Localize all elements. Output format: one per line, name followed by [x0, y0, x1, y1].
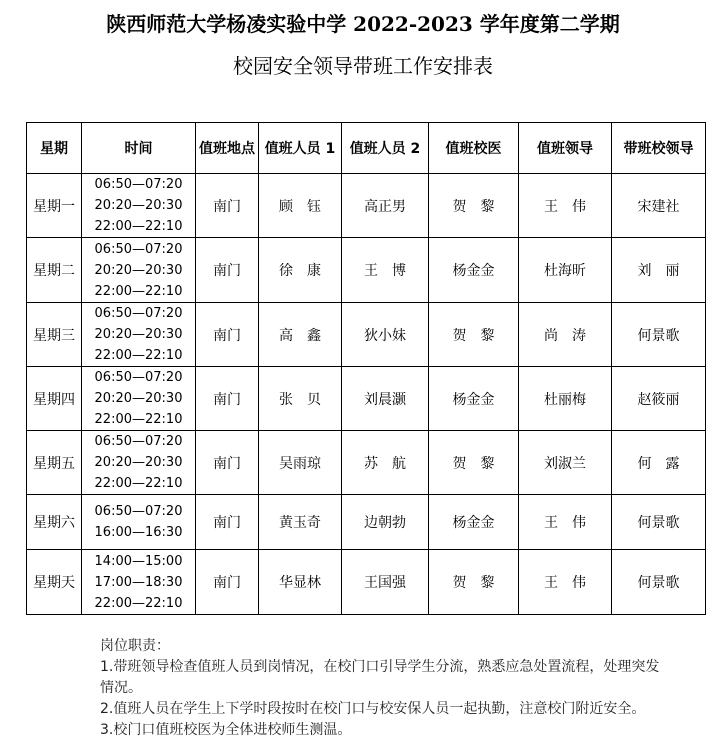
day-cell: 星期五 — [27, 431, 82, 495]
time-slot: 17:00—18:30 — [94, 574, 183, 590]
time-slot: 16:00—16:30 — [94, 525, 183, 540]
time-cell — [82, 550, 196, 615]
notes-heading: 岗位职责： — [100, 638, 170, 654]
time-cell — [82, 431, 196, 495]
leader-cell: 杜丽梅 — [519, 367, 612, 431]
time-cell — [82, 174, 196, 238]
staff2-cell: 刘晨灏 — [342, 367, 429, 431]
header-staff2: 值班人员 2 — [342, 123, 429, 174]
school-leader-cell: 何景歌 — [612, 303, 706, 367]
staff1-cell: 张 贝 — [259, 367, 342, 431]
place-cell: 南门 — [196, 431, 259, 495]
leader-cell: 王 伟 — [519, 495, 612, 550]
staff1-cell: 徐 康 — [259, 238, 342, 303]
time-slot: 20:20—20:30 — [94, 391, 183, 406]
staff1-cell: 顾 钰 — [259, 174, 342, 238]
doctor-cell: 贺 黎 — [429, 303, 519, 367]
staff1-cell: 高 鑫 — [259, 303, 342, 367]
staff2-cell: 王 博 — [342, 238, 429, 303]
time-slot: 22:00—22:10 — [94, 476, 183, 491]
place-cell: 南门 — [196, 550, 259, 615]
day-cell: 星期天 — [27, 550, 82, 615]
place-cell: 南门 — [196, 367, 259, 431]
time-slot: 20:20—20:30 — [94, 198, 183, 213]
time-slot: 22:00—22:10 — [94, 219, 183, 234]
duty-schedule-table — [26, 122, 706, 615]
staff1-cell: 吴雨琼 — [259, 431, 342, 495]
doctor-cell: 贺 黎 — [429, 431, 519, 495]
doctor-cell: 贺 黎 — [429, 174, 519, 238]
time-slot: 06:50—07:20 — [94, 241, 183, 257]
school-leader-cell: 何 露 — [612, 431, 706, 495]
time-slot: 06:50—07:20 — [94, 370, 183, 385]
time-slot: 22:00—22:10 — [94, 283, 183, 299]
document-title: 陕西师范大学杨凌实验中学 2022-2023 学年度第二学期 — [106, 12, 620, 36]
time-slot: 06:50—07:20 — [94, 177, 183, 192]
time-slot: 20:20—20:30 — [94, 262, 183, 278]
note-item: 3.校门口值班校医为全体进校师生测温。 — [100, 722, 352, 738]
table-row — [27, 367, 706, 431]
table-row — [27, 495, 706, 550]
place-cell: 南门 — [196, 303, 259, 367]
note-item: 1.带班领导检查值班人员到岗情况，在校门口引导学生分流，熟悉应急处置流程，处理突发情况。 — [100, 659, 660, 696]
time-slot: 06:50—07:20 — [94, 434, 183, 449]
doctor-cell: 杨金金 — [429, 238, 519, 303]
header-time: 时间 — [82, 123, 196, 174]
time-slot: 06:50—07:20 — [94, 504, 183, 519]
time-cell — [82, 495, 196, 550]
day-cell: 星期四 — [27, 367, 82, 431]
staff2-cell: 高正男 — [342, 174, 429, 238]
school-leader-cell: 刘 丽 — [612, 238, 706, 303]
place-cell: 南门 — [196, 238, 259, 303]
day-cell: 星期六 — [27, 495, 82, 550]
staff2-cell: 王国强 — [342, 550, 429, 615]
place-cell: 南门 — [196, 495, 259, 550]
time-slot: 20:20—20:30 — [94, 327, 183, 342]
time-cell — [82, 303, 196, 367]
document-subtitle: 校园安全领导带班工作安排表 — [233, 54, 493, 78]
header-staff1: 值班人员 1 — [259, 123, 342, 174]
header-place: 值班地点 — [196, 123, 259, 174]
header-school-leader: 带班校领导 — [612, 123, 706, 174]
note-item: 2.值班人员在学生上下学时段按时在校门口与校安保人员一起执勤，注意校门附近安全。 — [100, 701, 646, 717]
header-day: 星期 — [27, 123, 82, 174]
duty-notes — [100, 636, 670, 741]
school-leader-cell: 宋建社 — [612, 174, 706, 238]
header-leader: 值班领导 — [519, 123, 612, 174]
table-row — [27, 174, 706, 238]
school-leader-cell: 何景歌 — [612, 550, 706, 615]
table-row — [27, 303, 706, 367]
time-slot: 14:00—15:00 — [94, 553, 183, 569]
header-row — [27, 123, 706, 174]
staff1-cell: 华显林 — [259, 550, 342, 615]
leader-cell: 刘淑兰 — [519, 431, 612, 495]
time-cell — [82, 238, 196, 303]
leader-cell: 尚 涛 — [519, 303, 612, 367]
place-cell: 南门 — [196, 174, 259, 238]
leader-cell: 杜海昕 — [519, 238, 612, 303]
leader-cell: 王 伟 — [519, 550, 612, 615]
leader-cell: 王 伟 — [519, 174, 612, 238]
table-row — [27, 431, 706, 495]
staff2-cell: 苏 航 — [342, 431, 429, 495]
day-cell: 星期二 — [27, 238, 82, 303]
time-slot: 22:00—22:10 — [94, 595, 183, 611]
staff2-cell: 边朝勃 — [342, 495, 429, 550]
time-slot: 22:00—22:10 — [94, 412, 183, 427]
header-doctor: 值班校医 — [429, 123, 519, 174]
time-slot: 22:00—22:10 — [94, 348, 183, 363]
school-leader-cell: 赵筱丽 — [612, 367, 706, 431]
day-cell: 星期三 — [27, 303, 82, 367]
doctor-cell: 杨金金 — [429, 495, 519, 550]
time-cell — [82, 367, 196, 431]
day-cell: 星期一 — [27, 174, 82, 238]
school-leader-cell: 何景歌 — [612, 495, 706, 550]
staff2-cell: 狄小妹 — [342, 303, 429, 367]
table-row — [27, 550, 706, 615]
staff1-cell: 黄玉奇 — [259, 495, 342, 550]
doctor-cell: 贺 黎 — [429, 550, 519, 615]
table-row — [27, 238, 706, 303]
time-slot: 20:20—20:30 — [94, 455, 183, 470]
doctor-cell: 杨金金 — [429, 367, 519, 431]
time-slot: 06:50—07:20 — [94, 306, 183, 321]
